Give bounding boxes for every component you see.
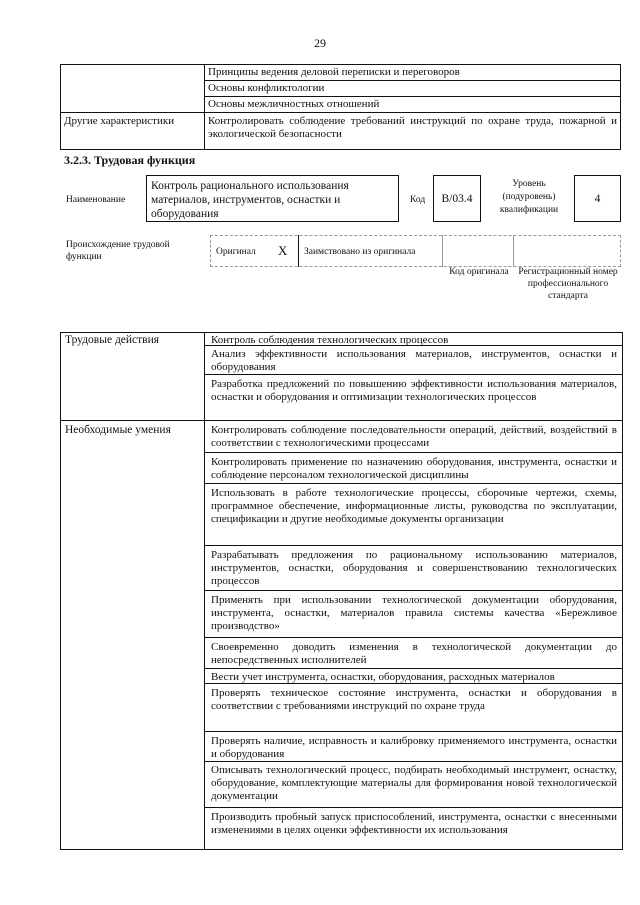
page-number: 29 [314, 36, 326, 50]
level-value: 4 [594, 193, 601, 205]
borrowed-label: Заимствовано из оригинала [304, 247, 416, 257]
name-value: Контроль рационального использования материалов, инструментов, оснастки и оборудования [151, 180, 349, 220]
skill-item: Вести учет инструмента, оснастки, оборудования, расходных материалов [211, 671, 555, 683]
skill-item: Разрабатывать предложения по рациональному использованию материалов, инструментов, оснастки, оборудования и совершенствованию технологических процессов [211, 549, 617, 587]
skill-item: Своевременно доводить изменения в технологической документации до непосредственных исполнителей [211, 641, 617, 666]
skill-item: Применять при использовании технологической документации оборудования, инструмента, оснастки, материалов правила системы качества «Бережливое производство» [211, 594, 617, 632]
code-value: B/03.4 [441, 193, 473, 205]
skill-item: Проверять техническое состояние инструмента, оснастки и оборудования в соответствии с требованиями инструкций по охране труда [211, 687, 617, 712]
action-item: Разработка предложений по повышению эффективности использования материалов, оснастки и оборудования и оптимизации технологических процессов [211, 378, 617, 403]
level-label: Уровень (подуровень) квалификации [499, 179, 559, 215]
code-label: Код [410, 195, 426, 205]
action-item: Анализ эффективности использования материалов, инструментов, оснастки и оборудования [211, 348, 617, 373]
original-label: Оригинал [216, 247, 256, 257]
skill-item: Производить пробный запуск приспособлений, инструмента, оснастки с внесенными изменениями в целях оценки эффективности их использования [211, 811, 617, 836]
top-table-row: Основы конфликтологии [208, 82, 325, 94]
reg-number-caption: Регистрационный номер профессионального стандарта [518, 267, 618, 301]
other-characteristics-label: Другие характеристики [64, 115, 175, 127]
top-table-row: Принципы ведения деловой переписки и переговоров [208, 66, 460, 78]
section-title: 3.2.3. Трудовая функция [64, 153, 196, 167]
skill-item: Использовать в работе технологические процессы, сборочные чертежи, схемы, программное обеспечение, информационные листы, руководства по эксплуатации, спецификации и другие необходимые документы организации [211, 487, 617, 525]
skill-item: Контролировать применение по назначению оборудования, инструмента, оснастки и соблюдение персоналом технологической дисциплины [211, 456, 617, 481]
original-mark: X [278, 243, 288, 258]
skill-item: Проверять наличие, исправность и калибровку применяемого инструмента, оснастки и оборудования [211, 735, 617, 760]
other-characteristics-text: Контролировать соблюдение требований инструкций по охране труда, пожарной и экологической безопасности [208, 115, 617, 140]
skills-label: Необходимые умения [65, 424, 171, 436]
origin-label: Происхождение трудовой функции [66, 240, 170, 262]
skill-item: Контролировать соблюдение последовательности операций, действий, воздействий в соответствии с технологическими процессами [211, 424, 617, 449]
code-original-caption: Код оригинала [449, 267, 509, 277]
name-label: Наименование [66, 195, 126, 205]
top-table-row: Основы межличностных отношений [208, 98, 380, 110]
skill-item: Описывать технологический процесс, подбирать необходимый инструмент, оснастку, оборудование, комплектующие материалы для формирования новой технологической документации [211, 764, 617, 802]
action-item: Контроль соблюдения технологических процессов [211, 334, 449, 346]
actions-label: Трудовые действия [65, 334, 160, 346]
